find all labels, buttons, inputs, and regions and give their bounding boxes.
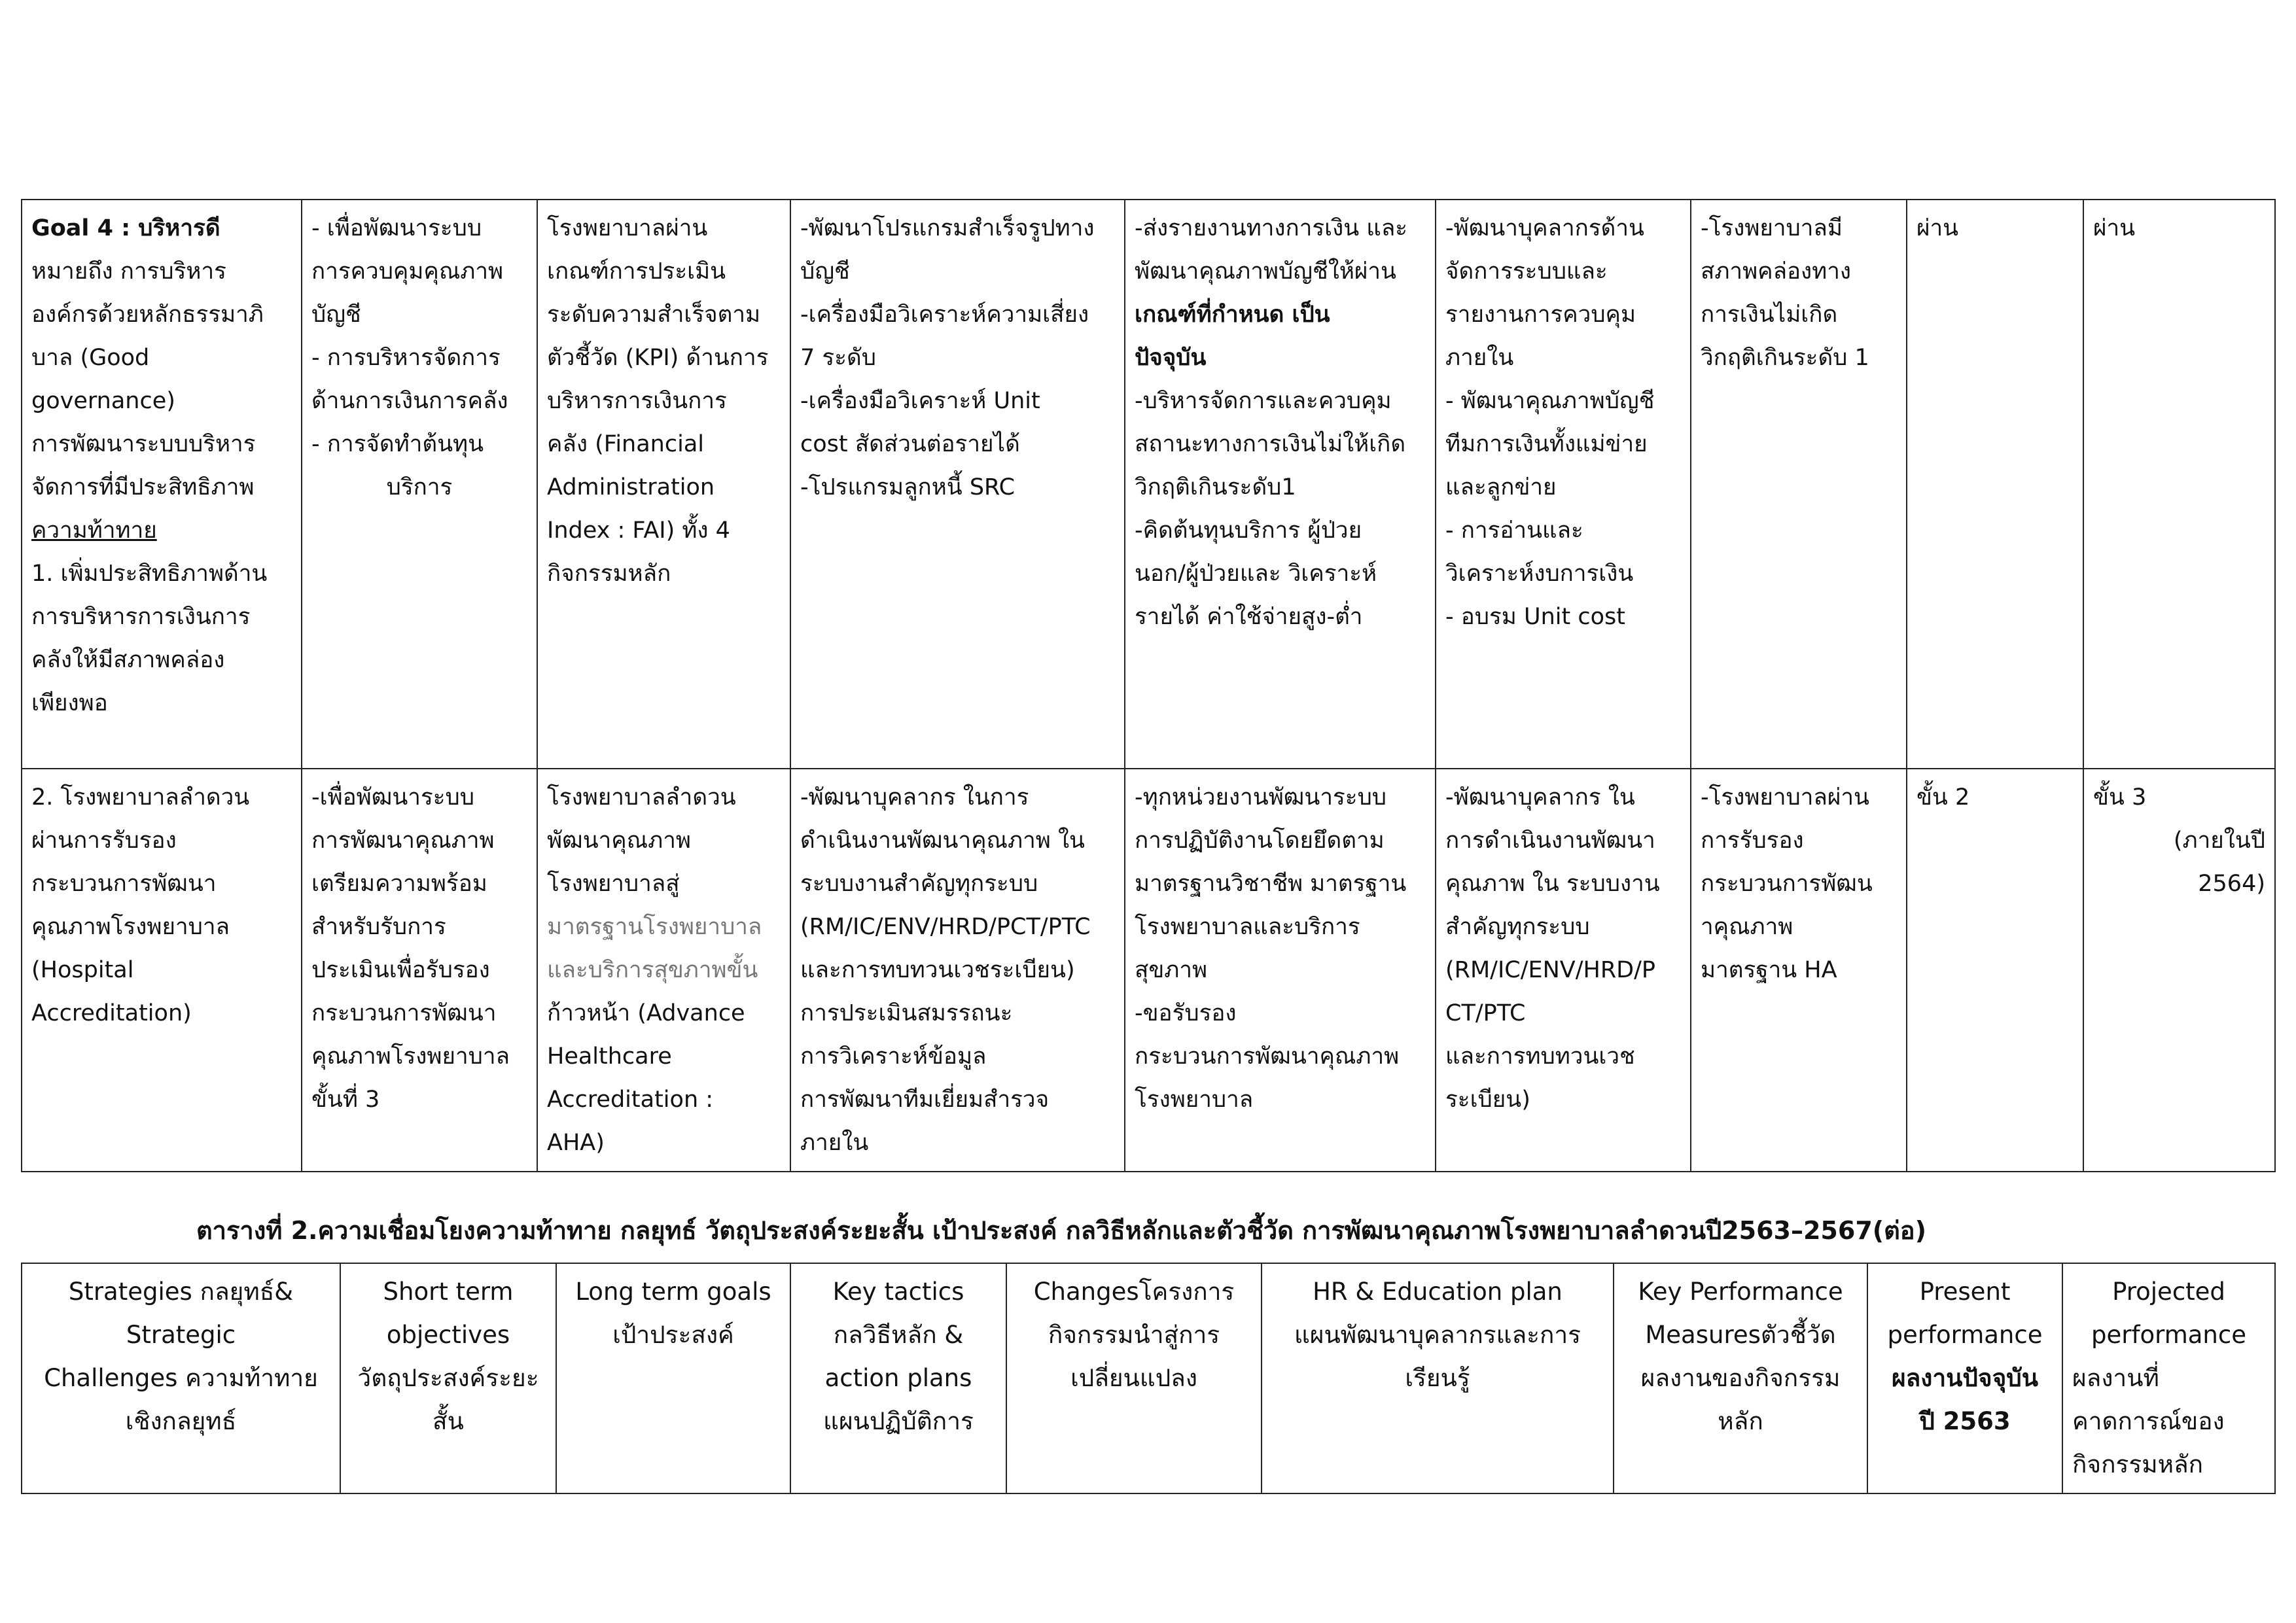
changes-line: -ขอรับรอง [1135, 1000, 1237, 1026]
changes-line: -ส่งรายงานทางการเงิน และ [1135, 215, 1408, 241]
hr-line: ระเบียน) [1445, 1087, 1530, 1113]
changes-line: -ทุกหน่วยงานพัฒนาระบบ [1135, 784, 1387, 811]
long-term-line: คลัง (Financial [547, 431, 704, 457]
header-changes [1006, 1263, 1262, 1493]
objective-line: ด้านการเงินการคลัง [311, 388, 508, 414]
changes-line: มาตรฐานวิชาชีพ มาตรฐาน [1135, 871, 1407, 897]
header-line: action plans [824, 1364, 972, 1392]
present-value: ผ่าน [1916, 215, 1959, 241]
header-line: วัตถุประสงค์ระยะ [357, 1364, 539, 1392]
tactics-cell [790, 769, 1125, 1172]
objective-line: ขั้นที่ 3 [311, 1087, 380, 1113]
tactics-line: (RM/IC/ENV/HRD/PCT/PTC [800, 914, 1091, 940]
header-line: สั้น [433, 1407, 464, 1435]
hr-line: - อบรม Unit cost [1445, 604, 1625, 630]
header-line: แผนพัฒนาบุคลากรและการ [1294, 1321, 1581, 1349]
header-line: หลัก [1718, 1407, 1763, 1435]
table-row [22, 769, 2275, 1172]
long-term-line: บริหารการเงินการ [547, 388, 727, 414]
tactics-line: การพัฒนาทีมเยี่ยมสำรวจ [800, 1087, 1050, 1113]
header-long-term [556, 1263, 790, 1493]
objective-line: บริการ [386, 474, 453, 500]
present-value: ขั้น 2 [1916, 784, 1970, 811]
objective-line: การควบคุมคุณภาพ [311, 258, 504, 285]
changes-line: วิกฤติเกินระดับ1 [1135, 474, 1296, 500]
table-header-row [22, 1263, 2275, 1493]
long-term-line: พัฒนาคุณภาพ [547, 828, 691, 854]
tactics-line: การประเมินสมรรถนะ [800, 1000, 1013, 1026]
long-term-line: โรงพยาบาลผ่าน [547, 215, 708, 241]
changes-line: -บริหารจัดการและควบคุม [1135, 388, 1392, 414]
goal-line: องค์กรด้วยหลักธรรมาภิ [31, 302, 264, 328]
header-line: performance [2091, 1321, 2246, 1349]
changes-cell [1125, 200, 1436, 769]
tactics-cell [790, 200, 1125, 769]
projected-cell [2083, 200, 2275, 769]
long-term-line: โรงพยาบาลลำดวน [547, 784, 736, 811]
long-term-line: Administration [547, 474, 715, 500]
header-line: Short term [383, 1278, 514, 1306]
hr-line: ทีมการเงินทั้งแม่ข่าย [1445, 431, 1648, 457]
tactics-line: -พัฒนาบุคลากร ในการ [800, 784, 1029, 811]
goal-line: ผ่านการรับรอง [31, 828, 177, 854]
goal-line: การพัฒนาระบบบริหาร [31, 431, 256, 457]
tactics-line: ภายใน [800, 1130, 869, 1156]
changes-line: เกณฑ์ที่กำหนด เป็น [1135, 302, 1330, 328]
tactics-line: 7 ระดับ [800, 345, 876, 371]
hr-line: -พัฒนาบุคลากรด้าน [1445, 215, 1644, 241]
tactics-line: ดำเนินงานพัฒนาคุณภาพ ใน [800, 828, 1085, 854]
tactics-line: cost สัดส่วนต่อรายได้ [800, 431, 1020, 457]
header-line: Measuresตัวชี้วัด [1645, 1321, 1836, 1349]
goal-line: จัดการที่มีประสิทธิภาพ [31, 474, 255, 500]
long-term-line: ระดับความสำเร็จตาม [547, 302, 761, 328]
changes-line: -คิดต้นทุนบริการ ผู้ป่วย [1135, 517, 1362, 544]
objective-line: การพัฒนาคุณภาพ [311, 828, 495, 854]
goal-line: หมายถึง การบริหาร [31, 258, 226, 285]
hr-line: และการทบทวนเวช [1445, 1043, 1635, 1070]
long-term-line: Index : FAI) ทั้ง 4 [547, 517, 730, 544]
changes-line: สุขภาพ [1135, 957, 1208, 983]
objective-line: สำหรับรับการ [311, 914, 446, 940]
header-line: Strategic [126, 1321, 236, 1349]
hr-line: การดำเนินงานพัฒนา [1445, 828, 1655, 854]
header-line: Long term goals [575, 1278, 771, 1306]
table-caption: ตารางที่ 2.ความเชื่อมโยงความท้าทาย กลยุทธ์ วัตถุประสงค์ระยะสั้น เป้าประสงค์ กลวิธีหลักและตัวชี้วัด การพัฒนาคุณภาพโรงพยาบาลลำดวนปี2563–2567(ต่อ) [196, 1216, 1926, 1245]
goal-line: การบริหารการเงินการ [31, 604, 251, 630]
hr-cell [1436, 769, 1691, 1172]
changes-line: โรงพยาบาล [1135, 1087, 1254, 1113]
header-line: Changesโครงการ [1033, 1278, 1235, 1306]
objective-line: คุณภาพโรงพยาบาล [311, 1043, 510, 1070]
goal-line: คุณภาพโรงพยาบาล [31, 914, 230, 940]
changes-line: สถานะทางการเงินไม่ให้เกิด [1135, 431, 1406, 457]
objective-cell [302, 200, 537, 769]
hr-line: ภายใน [1445, 345, 1514, 371]
kpi-line: การรับรอง [1701, 828, 1804, 854]
header-line: เชิงกลยุทธ์ [125, 1407, 237, 1435]
hr-line: และลูกข่าย [1445, 474, 1557, 500]
header-line: Key tactics [832, 1278, 964, 1306]
long-term-line: Healthcare [547, 1043, 672, 1070]
header-line: ผลงานของกิจกรรม [1640, 1364, 1841, 1392]
header-line: objectives [386, 1321, 510, 1349]
objective-line: -เพื่อพัฒนาระบบ [311, 784, 474, 811]
header-hr [1262, 1263, 1614, 1493]
objective-line: เตรียมความพร้อม [311, 871, 487, 897]
changes-cell [1125, 769, 1436, 1172]
objective-line: - การจัดทำต้นทุน [311, 431, 484, 457]
header-projected [2062, 1263, 2275, 1493]
tactics-line: -เครื่องมือวิเคราะห์ Unit [800, 388, 1040, 414]
header-strategies [22, 1263, 340, 1493]
kpi-line: -โรงพยาบาลมี [1701, 215, 1843, 241]
hr-line: CT/PTC [1445, 1000, 1526, 1026]
objective-line: - เพื่อพัฒนาระบบ [311, 215, 482, 241]
header-line: คาดการณ์ของ [2072, 1407, 2225, 1435]
long-term-line: AHA) [547, 1130, 605, 1156]
header-line: HR & Education plan [1313, 1278, 1563, 1306]
header-line: Strategies กลยุทธ์& [68, 1278, 294, 1306]
tactics-line: การวิเคราะห์ข้อมูล [800, 1043, 987, 1070]
header-line: แผนปฏิบัติการ [823, 1407, 974, 1435]
hr-line: รายงานการควบคุม [1445, 302, 1636, 328]
changes-line: พัฒนาคุณภาพบัญชีให้ผ่าน [1135, 258, 1396, 285]
objective-line: บัญชี [311, 302, 361, 328]
objective-line: กระบวนการพัฒนา [311, 1000, 497, 1026]
kpi-cell [1691, 769, 1907, 1172]
header-line: ผลงานปัจจุบัน [1891, 1364, 2039, 1392]
goal-line: Accreditation) [31, 1000, 192, 1026]
kpi-line: สภาพคล่องทาง [1701, 258, 1851, 285]
present-cell [1907, 769, 2083, 1172]
long-term-line: ตัวชี้วัด (KPI) ด้านการ [547, 345, 769, 371]
projected-cell [2083, 769, 2275, 1172]
long-term-line: มาตรฐานโรงพยาบาล [547, 914, 762, 940]
goal-line: บาล (Good [31, 345, 150, 371]
header-line: กิจกรรมนำสู่การ [1048, 1321, 1220, 1349]
long-term-cell [537, 769, 790, 1172]
tactics-line: บัญชี [800, 258, 850, 285]
projected-line: (ภายในปี [2173, 828, 2265, 854]
goal-line: ความท้าทาย [31, 517, 157, 544]
changes-line: โรงพยาบาลและบริการ [1135, 914, 1360, 940]
goal-line: 2. โรงพยาบาลลำดวน [31, 784, 250, 811]
tactics-line: -พัฒนาโปรแกรมสำเร็จรูปทาง [800, 215, 1095, 241]
header-line: performance [1887, 1321, 2043, 1349]
long-term-line: โรงพยาบาลสู่ [547, 871, 680, 897]
header-line: Challenges ความท้าทาย [44, 1364, 318, 1392]
goal-cell [22, 769, 302, 1172]
goal-line: คลังให้มีสภาพคล่อง [31, 647, 225, 673]
header-line: Present [1919, 1278, 2011, 1306]
header-line: Key Performance [1638, 1278, 1843, 1306]
tactics-line: และการทบทวนเวชระเบียน) [800, 957, 1075, 983]
tactics-line: ระบบงานสำคัญทุกระบบ [800, 871, 1038, 897]
kpi-line: มาตรฐาน HA [1701, 957, 1837, 983]
projected-value: ผ่าน [2093, 215, 2136, 241]
hr-line: คุณภาพ ใน ระบบงาน [1445, 871, 1660, 897]
hr-line: วิเคราะห์งบการเงิน [1445, 561, 1634, 587]
changes-line: นอก/ผู้ป่วยและ วิเคราะห์ [1135, 561, 1377, 587]
hr-line: -พัฒนาบุคลากร ใน [1445, 784, 1635, 811]
kpi-line: าคุณภาพ [1701, 914, 1793, 940]
goal-line: กระบวนการพัฒนา [31, 871, 217, 897]
header-line: กิจกรรมหลัก [2072, 1450, 2204, 1478]
kpi-line: วิกฤติเกินระดับ 1 [1701, 345, 1869, 371]
changes-line: กระบวนการพัฒนาคุณภาพ [1135, 1043, 1400, 1070]
changes-line: รายได้ ค่าใช้จ่ายสูง-ต่ำ [1135, 604, 1363, 630]
header-line: ปี 2563 [1919, 1407, 2011, 1435]
header-present [1867, 1263, 2062, 1493]
kpi-line: กระบวนการพัฒน [1701, 871, 1873, 897]
header-table [21, 1263, 2276, 1494]
hr-cell [1436, 200, 1691, 769]
kpi-cell [1691, 200, 1907, 769]
objective-line: ประเมินเพื่อรับรอง [311, 957, 490, 983]
header-line: กลวิธีหลัก & [833, 1321, 964, 1349]
long-term-line: เกณฑ์การประเมิน [547, 258, 726, 285]
goal-line: (Hospital [31, 957, 134, 983]
header-line: Projected [2112, 1278, 2225, 1306]
goal-cell [22, 200, 302, 769]
long-term-line: Accreditation : [547, 1087, 714, 1113]
present-cell [1907, 200, 2083, 769]
goal-line: 1. เพิ่มประสิทธิภาพด้าน [31, 561, 268, 587]
long-term-line: กิจกรรมหลัก [547, 561, 671, 587]
hr-line: - พัฒนาคุณภาพบัญชี [1445, 388, 1655, 414]
goal-line: Goal 4 : บริหารดี [31, 215, 221, 241]
hr-line: (RM/IC/ENV/HRD/P [1445, 957, 1656, 983]
goal-line: governance) [31, 388, 175, 414]
header-short-term [340, 1263, 556, 1493]
long-term-line: และบริการสุขภาพขั้น [547, 957, 758, 983]
strategy-table [21, 199, 2276, 1172]
header-line: เปลี่ยนแปลง [1070, 1364, 1197, 1392]
header-key-tactics [790, 1263, 1006, 1493]
long-term-line: ก้าวหน้า (Advance [547, 1000, 745, 1026]
kpi-line: การเงินไม่เกิด [1701, 302, 1838, 328]
hr-line: - การอ่านและ [1445, 517, 1583, 544]
objective-line: - การบริหารจัดการ [311, 345, 501, 371]
header-line: เรียนรู้ [1405, 1364, 1470, 1392]
objective-cell [302, 769, 537, 1172]
table-row [22, 200, 2275, 769]
hr-line: สำคัญทุกระบบ [1445, 914, 1590, 940]
projected-line: ขั้น 3 [2093, 784, 2147, 811]
tactics-line: -เครื่องมือวิเคราะห์ความเสี่ยง [800, 302, 1089, 328]
header-line: เป้าประสงค์ [612, 1321, 734, 1349]
projected-line: 2564) [2198, 871, 2265, 897]
goal-line: เพียงพอ [31, 690, 108, 716]
long-term-cell [537, 200, 790, 769]
header-line: ผลงานที่ [2072, 1364, 2159, 1392]
kpi-line: -โรงพยาบาลผ่าน [1701, 784, 1869, 811]
header-kpm [1614, 1263, 1867, 1493]
hr-line: จัดการระบบและ [1445, 258, 1608, 285]
changes-line: การปฏิบัติงานโดยยึดตาม [1135, 828, 1385, 854]
changes-line: ปัจจุบัน [1135, 345, 1207, 371]
tactics-line: -โปรแกรมลูกหนี้ SRC [800, 474, 1016, 500]
